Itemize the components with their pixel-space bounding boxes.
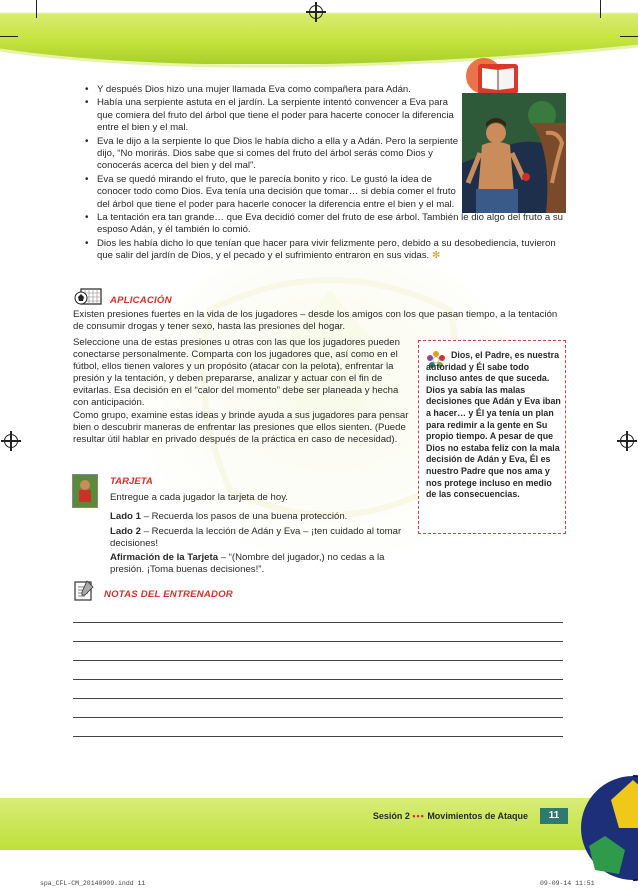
notas-heading: NOTAS DEL ENTRENADOR	[104, 589, 233, 600]
aplicacion-paragraph-2: Como grupo, examine estas ideas y brinde ayuda a sus jugadores para pensar bien o descubrir maneras de enfrentar las presiones que ellos sienten. (Puede resultar útil hablar en privado después de la práctica en caso de necesidad).	[73, 410, 409, 445]
tarjeta-intro: Entregue a cada jugador la tarjeta de hoy.	[110, 492, 288, 504]
player-card-icon	[73, 475, 97, 507]
tarjeta-lado-1: Lado 1 – Recuerda los pasos de una buena protección.	[110, 511, 348, 523]
sidebar-text: Dios, el Padre, es nuestra autoridad y Él sabe todo incluso antes de que suceda. Dios ya sabía las malas decisiones que Adán y Eva iban a hacer… y Él ya tenía un plan para redimir a la gente en Su propio tiempo. A pesar de que Dios no estaba feliz con la mala decisión de Adán y Eva, Él es nuestro Padre que nos ama y nos protege incluso en medio de las consecuencias.	[426, 350, 561, 500]
note-line	[73, 679, 563, 680]
registration-mark-right	[620, 434, 634, 448]
page-number: 11	[540, 808, 568, 824]
notepad-icon	[73, 579, 95, 601]
crop-mark	[600, 0, 601, 18]
note-line	[73, 660, 563, 661]
aplicacion-paragraph-1: Seleccione una de estas presiones u otras con las que los jugadores pueden conectarse personalmente. Comparta con los jugadores que, así como en el fútbol, ellos tienen valores y un propósito (atacar con la pelota), enfrentar la presión y la tentación, y deben prepararse, analizar y actuar con el fin de evitarlas. Esa decisión en el “calor del momento” debe ser planeada y hecha con anticipación.	[73, 337, 400, 408]
footer-band	[0, 798, 638, 850]
crop-mark	[36, 0, 37, 18]
list-item: • Dios les había dicho lo que tenían que hacer para vivir felizmente pero, debido a su desobediencia, tuvieron que salir del jardín de Dios, y el pecado y el sufrimiento entraron en sus vidas. ✻	[83, 238, 573, 263]
story-bullet-list	[83, 84, 573, 264]
tarjeta-afirmacion: Afirmación de la Tarjeta – “(Nombre del jugador,) no cedas a la presión. ¡Toma buenas decisiones!”.	[110, 552, 385, 576]
registration-mark-top	[309, 5, 323, 19]
list-item: • Eva le dijo a la serpiente lo que Dios le había dicho a ella y a Adán. Pero la serpiente dijo, “No morirás. Dios sabe que si comes del fruto del árbol serás como Dios y conocerás acerca del bien y del mal”.	[83, 136, 459, 173]
tarjeta-heading: TARJETA	[110, 476, 153, 487]
aplicacion-intro: Existen presiones fuertes en la vida de los jugadores – desde los amigos con los que pasan tiempo, a la tentación de consumir drogas y tener sexo, hasta las presiones del hogar.	[73, 309, 558, 332]
header-wave	[0, 40, 638, 80]
aplicacion-heading: APLICACIÓN	[110, 295, 172, 306]
footer-session-label: Sesión 2 ••• Movimientos de Ataque	[372, 811, 528, 821]
registration-mark-left	[4, 434, 18, 448]
crop-mark	[0, 36, 18, 37]
note-line	[73, 622, 563, 623]
soccer-ball-decoration	[575, 770, 638, 885]
flower-icon: ✻	[429, 250, 441, 262]
note-line	[73, 641, 563, 642]
list-item: • Y después Dios hizo una mujer llamada Eva como compañera para Adán.	[83, 84, 573, 96]
list-item: • Eva se quedó mirando el fruto, que le parecía bonito y rico. Le gustó la idea de conocer todo como Dios. Eva tenía una decisión que tomar… si debía comer el fruto del árbol que tiene el poder para hacerle conocer la diferencia entre el bien y el mal.	[83, 174, 459, 211]
list-item: • La tentación era tan grande… que Eva decidió comer del fruto de ese árbol. También le dio algo del fruto a su esposo Adán, y él también lo comió.	[83, 212, 573, 237]
print-slug-date: 09-09-14 11:51	[540, 880, 595, 887]
tarjeta-lado-2: Lado 2 – Recuerda la lección de Adán y Eva – ¡ten cuidado al tomar decisiones!	[110, 525, 402, 549]
tarjeta-block	[110, 476, 410, 578]
note-line	[73, 717, 563, 718]
tarjeta-card-thumbnail	[72, 474, 98, 508]
note-line	[73, 736, 563, 737]
list-item: • Había una serpiente astuta en el jardín. La serpiente intentó convencer a Eva para que comiera del fruto del árbol que tiene el poder para hacerte conocer la diferencia entre el bien y el mal.	[83, 97, 459, 134]
soccer-goal-icon	[73, 287, 103, 307]
crop-mark	[620, 36, 638, 37]
note-line	[73, 698, 563, 699]
print-slug-file: spa_CFL-CM_20140909.indd 11	[40, 880, 146, 887]
footer-margin	[0, 850, 638, 894]
